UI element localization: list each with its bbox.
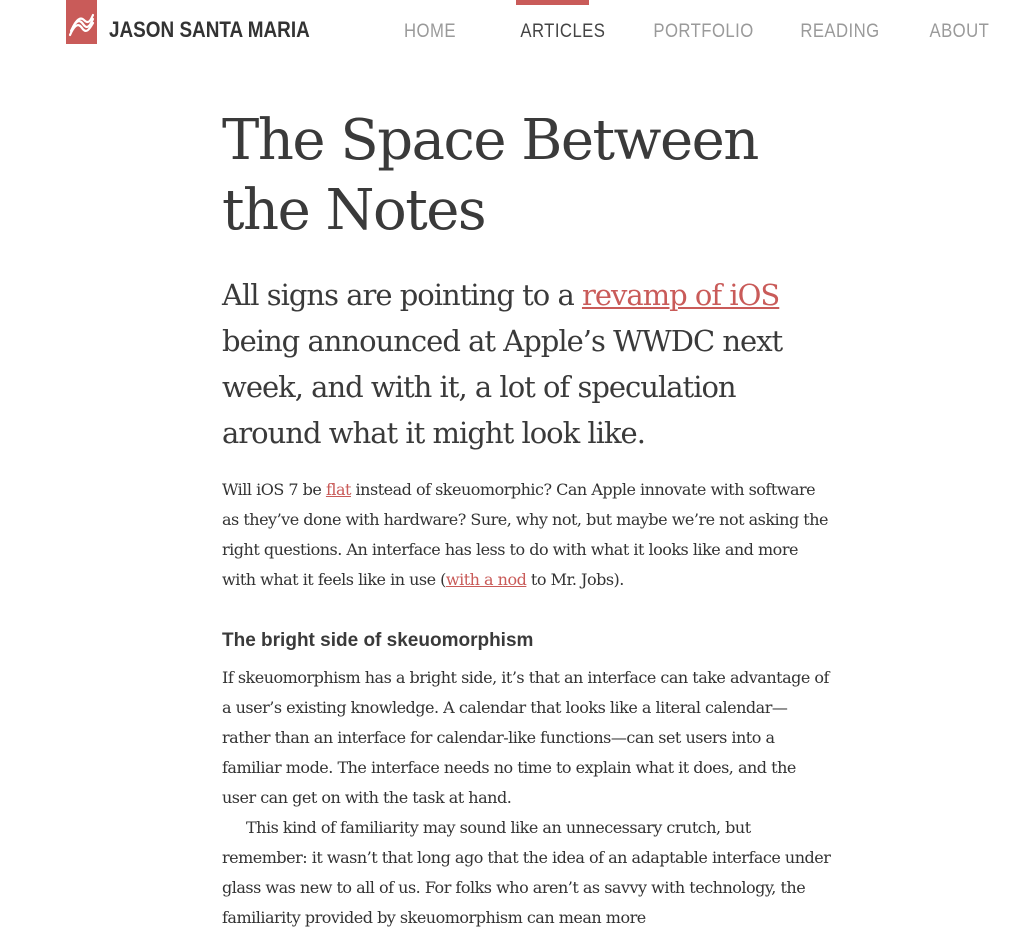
intro-text-3: to Mr. Jobs). xyxy=(526,570,624,589)
article-title-line-2: the Notes xyxy=(222,178,486,243)
familiarity-paragraph: This kind of familiarity may sound like an unnecessary crutch, but remember: it wasn’t that long ago that the idea of an adaptable interface under glass was new to all of us. For folks who aren’t as savvy with technology, the familiarity provided by skeuomorphism can mean more xyxy=(222,818,831,927)
nav-portfolio-label: PORTFOLIO xyxy=(653,21,754,42)
site-name[interactable]: JASON SANTA MARIA xyxy=(109,17,310,42)
article-title xyxy=(222,106,822,246)
bright-side-paragraph: If skeuomorphism has a bright side, it’s that an interface can take advantage of a user’s existing knowledge. A calendar that looks like a literal calendar—rather than an interface for calendar-like functions—can set users into a familiar mode. The interface needs no time to explain what it does, and the user can get on with the task at hand. xyxy=(222,668,829,807)
intro-text-2: instead of skeuomorphic? Can Apple innovate with software as they’ve done with hardware? Sure, why not, but maybe we’re not asking the right questions. An interface has less to do with what it looks like and more with what it feels like in use ( xyxy=(222,480,829,589)
with-a-nod-link[interactable]: with a nod xyxy=(445,570,527,589)
site-header xyxy=(0,0,1025,62)
article-lede xyxy=(222,272,832,456)
nav-about-label: ABOUT xyxy=(929,21,990,42)
lede-text-after: being announced at Apple’s WWDC next week, and with it, a lot of speculation around what it might look like. xyxy=(222,324,783,450)
flat-link[interactable]: flat xyxy=(325,480,351,499)
intro-paragraph xyxy=(222,475,832,595)
nav-home-label: HOME xyxy=(404,21,456,42)
intro-text-1: Will iOS 7 be xyxy=(222,480,326,499)
nav-reading-label: READING xyxy=(800,21,880,42)
nav-reading[interactable] xyxy=(796,0,880,62)
revamp-of-ios-link[interactable]: revamp of iOS xyxy=(581,278,780,312)
main-nav xyxy=(0,0,1025,62)
nav-home[interactable] xyxy=(400,0,460,62)
nav-articles-label: ARTICLES xyxy=(520,21,606,42)
lede-text-before: All signs are pointing to a xyxy=(222,278,582,312)
nav-articles[interactable] xyxy=(516,0,606,62)
nav-portfolio[interactable] xyxy=(648,0,754,62)
section-heading: The bright side of skeuomorphism xyxy=(222,630,534,651)
article-title-line-1: The Space Between xyxy=(222,108,758,173)
nav-about[interactable] xyxy=(926,0,990,62)
